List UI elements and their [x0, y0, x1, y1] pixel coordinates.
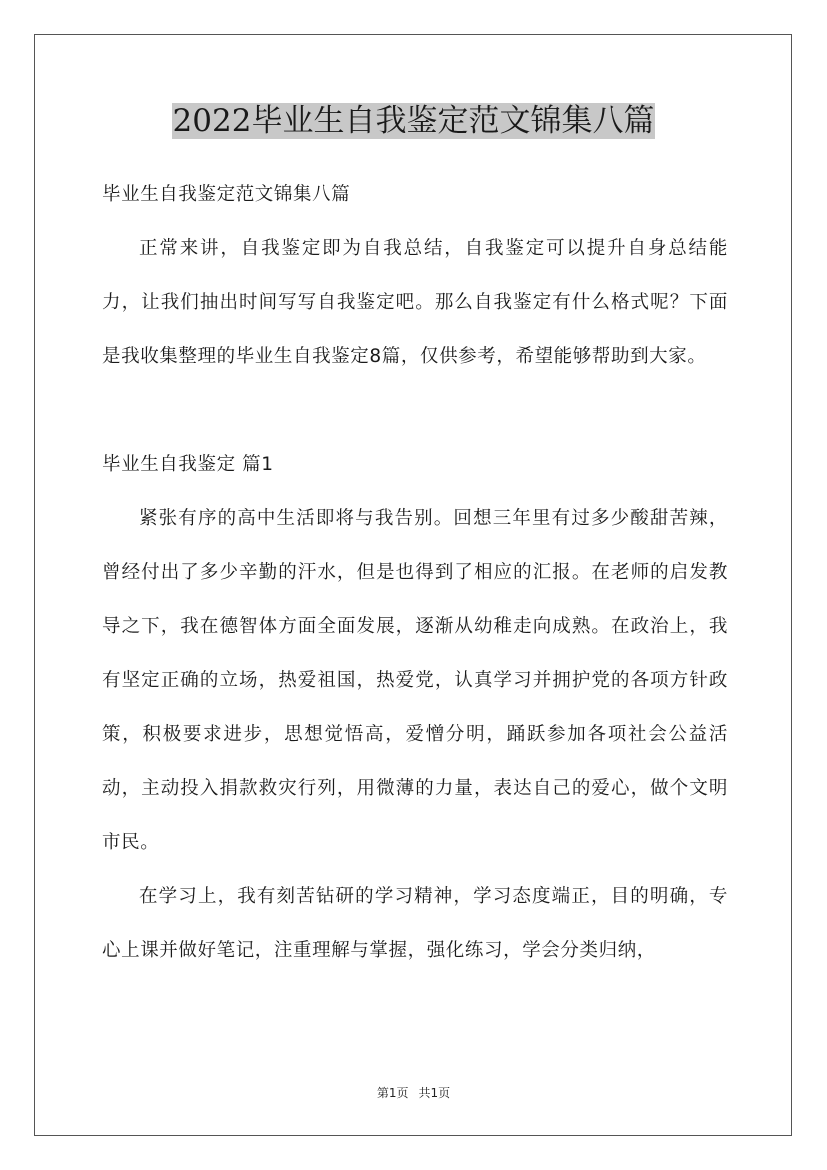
paragraph-spacer [102, 384, 728, 438]
body-paragraph: 紧张有序的高中生活即将与我告别。回想三年里有过多少酸甜苦辣，曾经付出了多少辛勤的汗水，但是也得到了相应的汇报。在老师的启发教导之下，我在德智体方面全面发展，逐渐从幼稚走向成熟。在政治上，我有坚定正确的立场，热爱祖国，热爱党，认真学习并拥护党的各项方针政策，积极要求进步，思想觉悟高，爱憎分明，踊跃参加各项社会公益活动，主动投入捐款救灾行列，用微薄的力量，表达自己的爱心，做个文明市民。 [102, 508, 728, 853]
page-number: 第1页 [376, 1086, 409, 1100]
document-title [0, 98, 827, 144]
section-heading: 毕业生自我鉴定 篇1 [102, 454, 274, 475]
document-title-text: 2022毕业生自我鉴定范文锦集八篇 [172, 103, 655, 139]
intro-paragraph: 正常来讲，自我鉴定即为自我总结，自我鉴定可以提升自身总结能力，让我们抽出时间写写自我鉴定吧。那么自我鉴定有什么格式呢？下面是我收集整理的毕业生自我鉴定8篇，仅供参考，希望能够帮助到大家。 [102, 238, 728, 367]
document-subtitle: 毕业生自我鉴定范文锦集八篇 [102, 184, 351, 205]
body-paragraph: 在学习上，我有刻苦钻研的学习精神，学习态度端正，目的明确，专心上课并做好笔记，注重理解与掌握，强化练习，学会分类归纳， [102, 886, 728, 961]
page-footer [0, 1084, 827, 1101]
document-body [102, 168, 728, 978]
page-total: 共1页 [418, 1086, 451, 1100]
